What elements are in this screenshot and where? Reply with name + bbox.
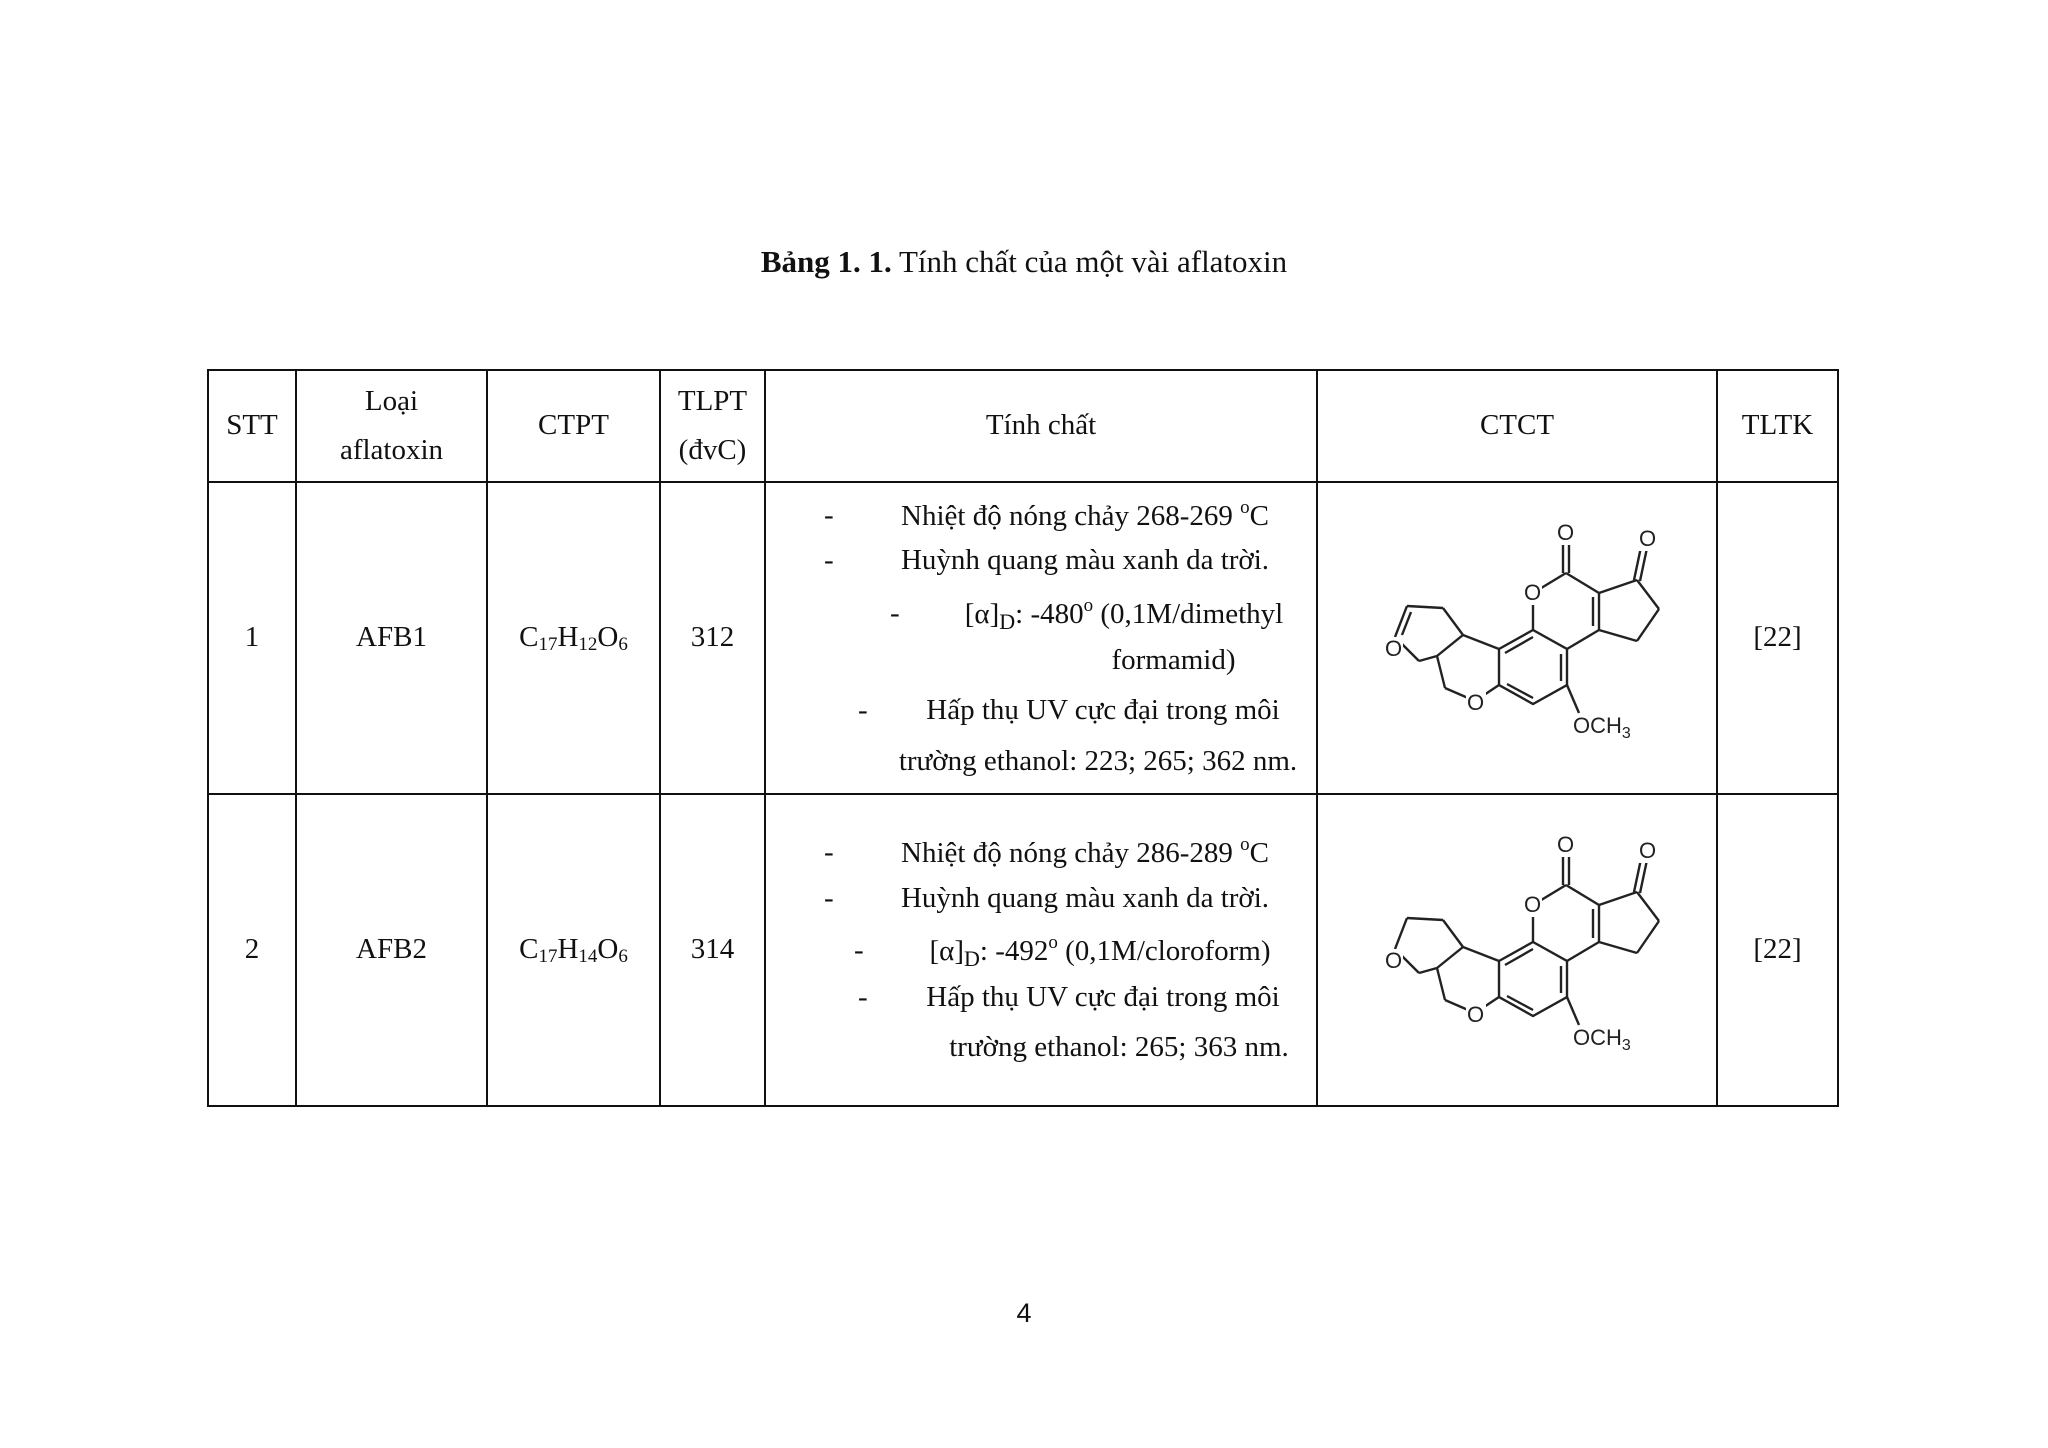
aflatoxin-table <box>207 369 1839 1107</box>
header-tinh-chat: Tính chất <box>765 370 1317 482</box>
cell-ref: [22] <box>1717 794 1838 1106</box>
cell-properties: - Nhiệt độ nóng chảy 286-289 $^o$C - Huỳnh quang màu xanh da trời. - $[\alpha]_D$: -492$^o$ (0,1M/cloroform) - Hấp thụ UV cực đại trong môi trường ethanol: 265; 363 nm. <box>765 794 1317 1106</box>
svg-text:O: O <box>1639 838 1657 863</box>
header-row <box>208 370 1838 482</box>
cell-formula: $C_{17}H_{12}O_6$ <box>487 482 660 794</box>
header-loai: Loại aflatoxin <box>296 370 487 482</box>
svg-text:O: O <box>1385 948 1403 973</box>
svg-text:O: O <box>1639 526 1657 551</box>
cell-formula: $C_{17}H_{14}O_6$ <box>487 794 660 1106</box>
cell-stt: 2 <box>208 794 296 1106</box>
header-ctpt: CTPT <box>487 370 660 482</box>
cell-mass: 312 <box>660 482 765 794</box>
cell-name: AFB1 <box>296 482 487 794</box>
cell-structure <box>1317 482 1717 794</box>
afb1-structure-diagram <box>1327 513 1707 763</box>
svg-text:O: O <box>1467 690 1485 715</box>
cell-mass: 314 <box>660 794 765 1106</box>
svg-text:O: O <box>1467 1002 1485 1027</box>
afb2-structure-diagram <box>1327 825 1707 1075</box>
table-caption <box>0 244 2048 280</box>
table-row <box>208 794 1838 1106</box>
header-tltk: TLTK <box>1717 370 1838 482</box>
cell-name: AFB2 <box>296 794 487 1106</box>
cell-stt: 1 <box>208 482 296 794</box>
svg-text:O: O <box>1524 892 1542 917</box>
svg-text:O: O <box>1557 520 1575 545</box>
header-ctct: CTCT <box>1317 370 1717 482</box>
cell-properties: - Nhiệt độ nóng chảy 268-269 $^o$C - Huỳnh quang màu xanh da trời. - $[\alpha]_D$: -480$^o$ (0,1M/dimethyl formamid) - Hấp thụ UV cực đại trong môi trường ethanol: 223; 265; 362 nm. <box>765 482 1317 794</box>
caption-label: Bảng 1. 1. <box>760 244 892 279</box>
header-tlpt: TLPT (đvC) <box>660 370 765 482</box>
svg-text:O: O <box>1524 580 1542 605</box>
page-number: 4 <box>1016 1298 1032 1328</box>
table-row <box>208 482 1838 794</box>
cell-ref: [22] <box>1717 482 1838 794</box>
cell-structure <box>1317 794 1717 1106</box>
svg-text:OCH3: $OCH_3$ <box>1573 713 1631 742</box>
svg-text:O: O <box>1385 636 1403 661</box>
svg-text:O: O <box>1557 832 1575 857</box>
caption-text: Tính chất của một vài aflatoxin <box>898 244 1288 279</box>
header-stt: STT <box>208 370 296 482</box>
svg-text:OCH3: $OCH_3$ <box>1573 1025 1631 1054</box>
